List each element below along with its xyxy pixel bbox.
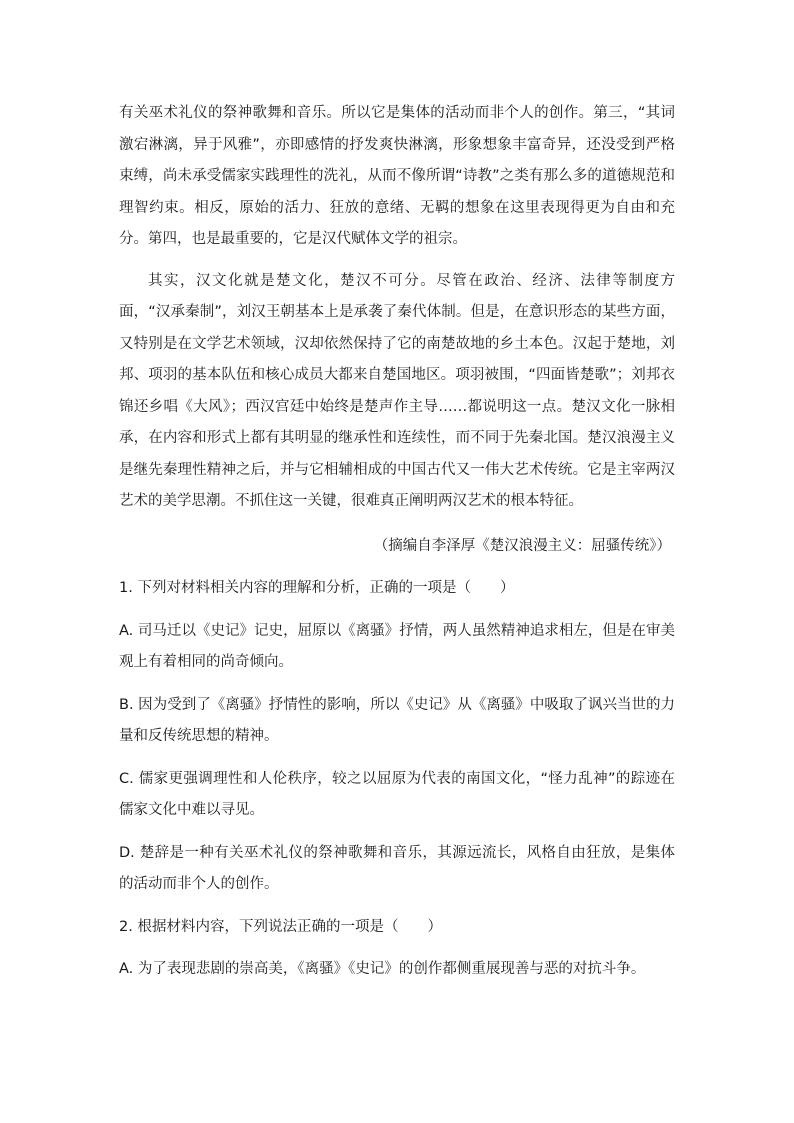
passage-source: （摘编自李泽厚《楚汉浪漫主义：屈骚传统》）: [373, 537, 671, 554]
question-1-option-a[interactable]: A. 司马迁以《史记》记史，屈原以《离骚》抒情，两人虽然精神追求相左，但是在审美观上有着相同的尚奇倾向。: [119, 622, 675, 670]
document-page: [119, 98, 675, 986]
question-2: [119, 912, 675, 986]
question-2-stem: 2. 根据材料内容，下列说法正确的一项是（ ）: [119, 918, 442, 935]
question-2-option-a[interactable]: A. 为了表现悲剧的崇高美，《离骚》《史记》的创作都侧重展现善与恶的对抗斗争。: [119, 961, 646, 977]
passage-paragraph-1: 有关巫术礼仪的祭神歌舞和音乐。所以它是集体的活动而非个人的创作。第三，“其词激宕淋漓，异于风雅”，亦即感情的抒发爽快淋漓，形象想象丰富奇异，还没受到严格束缚，尚未承受儒家实践理性的洗礼，从而不像所谓“诗教”之类有那么多的道德规范和理智约束。相反，原始的活力、狂放的意绪、无羁的想象在这里表现得更为自由和充分。第四，也是最重要的，它是汉代赋体文学的祖宗。: [119, 105, 675, 247]
question-1-stem: 1. 下列对材料相关内容的理解和分析，正确的一项是（ ）: [119, 580, 515, 596]
question-1-option-c[interactable]: C. 儒家更强调理性和人伦秩序，较之以屈原为代表的南国文化，“怪力乱神”的踪迹在儒家文化中难以寻见。: [119, 770, 675, 818]
question-1-option-b[interactable]: B. 因为受到了《离骚》抒情性的影响，所以《史记》从《离骚》中吸取了讽兴当世的力量和反传统思想的精神。: [119, 696, 675, 744]
passage-paragraph-2: 其实，汉文化就是楚文化，楚汉不可分。尽管在政治、经济、法律等制度方面，“汉承秦制”，刘汉王朝基本上是承袭了秦代体制。但是，在意识形态的某些方面，又特别是在文学艺术领域，汉却依然保持了它的南楚故地的乡土本色。汉起于楚地，刘邦、项羽的基本队伍和核心成员大都来自楚国地区。项羽被围，“四面皆楚歌”；刘邦衣锦还乡唱《大风》；西汉宫廷中始终是楚声作主导……都说明这一点。楚汉文化一脉相承，在内容和形式上都有其明显的继承性和连续性，而不同于先秦北国。楚汉浪漫主义是继先秦理性精神之后，并与它相辅相成的中国古代又一伟大艺术传统。它是主宰两汉艺术的美学思潮。不抓住这一关键，很难真正阐明两汉艺术的根本特征。: [119, 272, 675, 509]
question-1-option-d[interactable]: D. 楚辞是一种有关巫术礼仪的祭神歌舞和音乐，其源远流长，风格自由狂放，是集体的活动而非个人的创作。: [119, 844, 675, 892]
question-1: [119, 573, 675, 901]
